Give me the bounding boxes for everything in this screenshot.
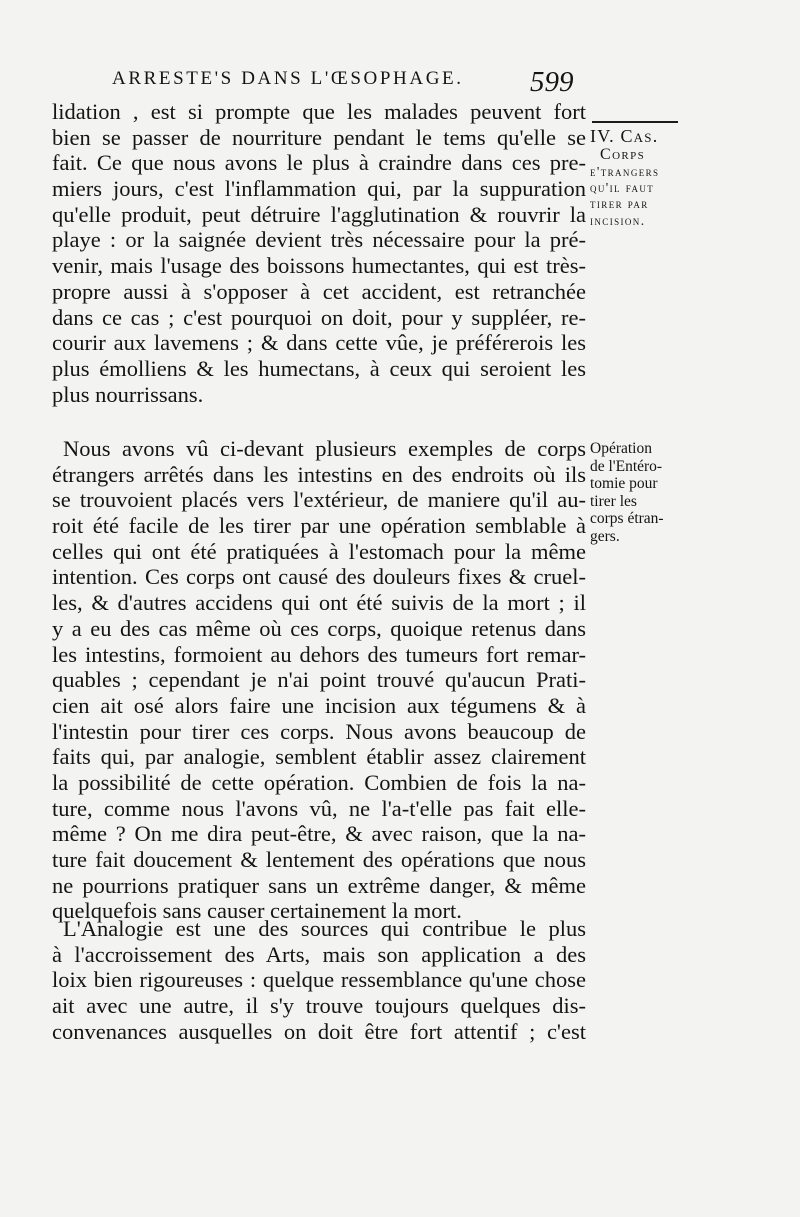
text-line: fait. Ce que nous avons le plus à craindre dans ces pre- [52,150,586,176]
text-line: dans ce cas ; c'est pourquoi on doit, pour y suppléer, re- [52,304,586,330]
margin-note-line: de l'Entéro- [590,457,663,475]
page-number: 599 [530,66,574,98]
text-line: Nous avons vû ci-devant plusieurs exemples de corps [63,436,586,461]
text-line: ne pourrions pratiquer sans un extrême danger, & même [52,872,586,898]
text-line: propre aussi à s'opposer à cet accident, est retranchée [52,278,586,304]
paragraph-continuation [52,99,586,407]
text-line: venir, mais l'usage des boissons humectantes, qui est très- [52,253,586,279]
margin-note-line: tirer par [590,196,649,212]
text-line: courir aux lavemens ; & dans cette vûe, je préférerois les [52,330,586,356]
margin-note-case [590,126,682,229]
margin-note-line: incision. [590,212,646,228]
text-line: même ? On me dira peut-être, & avec raison, que la na- [52,821,586,847]
text-line: faits qui, par analogie, semblent établir assez clairement [52,744,586,770]
text-line: ait avec une autre, il s'y trouve toujours quelques dis- [52,993,586,1019]
text-line: à l'accroissement des Arts, mais son application a des [52,941,586,967]
text-line: miers jours, c'est l'inflammation qui, par la suppuration [52,176,586,202]
margin-note-operation [590,440,682,546]
text-line: étrangers arrêtés dans les intestins en des endroits où ils [52,461,586,487]
text-line: plus émolliens & les humectans, à ceux qui seroient les [52,355,586,381]
margin-note-line: corps étran- [590,510,664,528]
margin-note-line: Opération [590,440,652,457]
margin-note-line: qu'il faut [590,180,655,196]
text-line: ture, comme nous l'avons vû, ne l'a-t'elle pas fait elle- [52,795,586,821]
text-line: L'Analogie est une des sources qui contribue le plus [63,916,586,941]
margin-note-line: gers. [590,527,620,545]
margin-note-line: Corps [600,146,646,163]
margin-rule [592,121,678,123]
text-line: playe : or la saignée devient très nécessaire pour la pré- [52,227,586,253]
text-line: loix bien rigoureuses : quelque ressemblance qu'une chose [52,967,586,993]
text-line: ture fait doucement & lentement des opérations que nous [52,847,586,872]
text-line: quelquefois sans causer certainement la mort. [52,898,462,924]
text-line: les intestins, formoient au dehors des tumeurs fort remar- [52,641,586,667]
text-line: cien ait osé alors faire une incision aux tégumens & à [52,692,586,718]
margin-note-line: tomie pour [590,475,658,493]
text-line: convenances ausquelles on doit être fort attentif ; c'est [52,1018,586,1044]
text-line: lidation , est si prompte que les malades peuvent fort [52,99,586,124]
paragraph-enterotomy [52,436,586,924]
paragraph-analogy [52,916,586,1044]
text-line: roit été facile de les tirer par une opération semblable à [52,513,586,539]
margin-note-line: tirer les [590,492,637,510]
text-line: qu'elle produit, peut détruire l'agglutination & rouvrir la [52,201,586,227]
running-head: ARRESTE'S DANS L'ŒSOPHAGE. [112,68,464,89]
text-line: y a eu des cas même où ces corps, quoique retenus dans [52,615,586,641]
text-line: la possibilité de cette opération. Combien de fois la na- [52,769,586,795]
margin-note-line: IV. Cas. [590,126,659,146]
margin-note-line: e'trangers [590,164,660,179]
text-line: bien se passer de nourriture pendant le tems qu'elle se [52,124,586,150]
text-line: les, & d'autres accidens qui ont été suivis de la mort ; il [52,590,586,616]
text-line: quables ; cependant je n'ai point trouvé qu'aucun Prati- [52,667,586,693]
text-line: se trouvoient placés vers l'extérieur, de maniere qu'il au- [52,487,586,513]
text-line: intention. Ces corps ont causé des douleurs fixes & cruel- [52,564,586,590]
text-line: plus nourrissans. [52,381,204,407]
text-line: l'intestin pour tirer ces corps. Nous avons beaucoup de [52,718,586,744]
text-line: celles qui ont été pratiquées à l'estomach pour la même [52,538,586,564]
